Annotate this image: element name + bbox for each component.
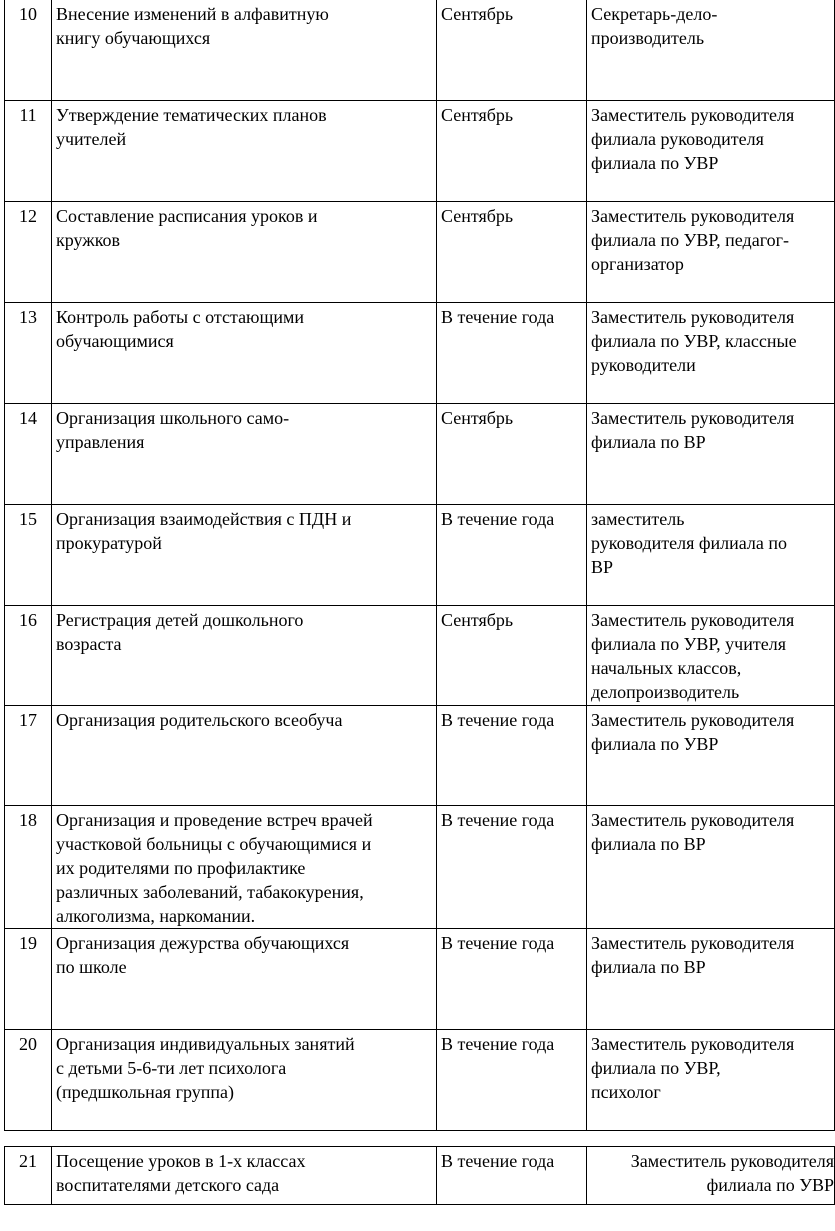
term-cell: В течение года — [437, 1030, 587, 1131]
term-cell: В течение года — [437, 303, 587, 404]
responsible-cell-line: филиала руководителя — [591, 129, 764, 149]
row-number: 10 — [5, 0, 52, 101]
responsible-cell-line: Заместитель руководителя — [591, 610, 795, 630]
table-row — [5, 101, 835, 202]
table-row — [5, 806, 835, 929]
task-cell-line: с детьми 5-6-ти лет психолога — [56, 1058, 287, 1078]
plan-table-continued-body — [5, 1147, 835, 1205]
responsible-cell-line: заместитель — [591, 509, 685, 529]
task-cell-line: различных заболеваний, табакокурения, — [56, 882, 364, 902]
task-cell — [52, 806, 437, 929]
responsible-cell — [587, 0, 835, 101]
task-cell — [52, 606, 437, 706]
responsible-cell-line: Заместитель руководителя — [591, 307, 795, 327]
responsible-cell-line: начальных классов, — [591, 658, 742, 678]
responsible-cell-line: филиала по УВР, классные — [591, 331, 797, 351]
task-cell — [52, 706, 437, 806]
task-cell-line: прокуратурой — [56, 533, 162, 553]
term-cell: В течение года — [437, 706, 587, 806]
row-number: 21 — [5, 1147, 52, 1205]
responsible-cell — [587, 806, 835, 929]
task-cell-line: управления — [56, 432, 145, 452]
term-cell: В течение года — [437, 505, 587, 606]
responsible-cell-line: руководители — [591, 355, 696, 375]
responsible-cell-line: филиала по УВР, педагог- — [591, 230, 790, 250]
task-cell-line: Организация взаимодействия с ПДН и — [56, 509, 352, 529]
table-row — [5, 505, 835, 606]
responsible-cell — [587, 706, 835, 806]
plan-table — [4, 0, 835, 1131]
task-cell — [52, 202, 437, 303]
table-row — [5, 303, 835, 404]
task-cell — [52, 505, 437, 606]
term-cell: Сентябрь — [437, 606, 587, 706]
row-number: 19 — [5, 929, 52, 1030]
task-cell-line: обучающимися — [56, 331, 174, 351]
responsible-cell — [587, 1147, 835, 1205]
task-cell-line: учителей — [56, 129, 127, 149]
task-cell — [52, 1030, 437, 1131]
responsible-cell-line: руководителя филиала по — [591, 533, 788, 553]
table-row — [5, 202, 835, 303]
responsible-cell-line: Заместитель руководителя — [591, 206, 795, 226]
row-number: 13 — [5, 303, 52, 404]
table-row — [5, 929, 835, 1030]
task-cell-line: Составление расписания уроков и — [56, 206, 318, 226]
task-cell-line: Организация дежурства обучающихся — [56, 933, 350, 953]
responsible-cell-line: психолог — [591, 1082, 661, 1102]
responsible-cell — [587, 505, 835, 606]
term-cell: В течение года — [437, 929, 587, 1030]
responsible-cell-line: филиала по УВР — [706, 1175, 834, 1195]
plan-table-continued — [4, 1146, 835, 1205]
responsible-cell-line: филиала по ВР — [591, 432, 706, 452]
term-cell: Сентябрь — [437, 202, 587, 303]
responsible-cell-line: Заместитель руководителя — [591, 1034, 795, 1054]
term-cell: Сентябрь — [437, 101, 587, 202]
task-cell-line: воспитателями детского сада — [56, 1175, 280, 1195]
responsible-cell-line: филиала по УВР — [591, 153, 719, 173]
task-cell-line: (предшкольная группа) — [56, 1082, 234, 1102]
term-cell: Сентябрь — [437, 404, 587, 505]
task-cell-line: кружков — [56, 230, 121, 250]
table-row — [5, 1147, 835, 1205]
responsible-cell — [587, 404, 835, 505]
responsible-cell-line: филиала по ВР — [591, 957, 706, 977]
term-cell: В течение года — [437, 806, 587, 929]
responsible-cell-line: Заместитель руководителя — [591, 408, 795, 428]
table-row — [5, 404, 835, 505]
row-number: 17 — [5, 706, 52, 806]
task-cell-line: алкоголизма, наркомании. — [56, 906, 256, 926]
table-row — [5, 0, 835, 101]
task-cell — [52, 929, 437, 1030]
task-cell — [52, 1147, 437, 1205]
row-number: 16 — [5, 606, 52, 706]
table-row — [5, 606, 835, 706]
row-number: 20 — [5, 1030, 52, 1131]
task-cell-line: Организация родительского всеобуча — [56, 710, 343, 730]
responsible-cell — [587, 1030, 835, 1131]
responsible-cell-line: делопроизводитель — [591, 682, 740, 702]
task-cell-line: Организация и проведение встреч врачей — [56, 810, 373, 830]
task-cell-line: Организация школьного само- — [56, 408, 290, 428]
responsible-cell-line: производитель — [591, 28, 705, 48]
responsible-cell-line: ВР — [591, 557, 614, 577]
task-cell-line: Внесение изменений в алфавитную — [56, 4, 329, 24]
responsible-cell-line: филиала по УВР, — [591, 1058, 721, 1078]
table-row — [5, 1030, 835, 1131]
responsible-cell — [587, 929, 835, 1030]
table-row — [5, 706, 835, 806]
plan-table-body — [5, 0, 835, 1131]
responsible-cell — [587, 303, 835, 404]
responsible-cell-line: Заместитель руководителя — [630, 1151, 834, 1171]
task-cell — [52, 404, 437, 505]
task-cell-line: по школе — [56, 957, 127, 977]
task-cell — [52, 101, 437, 202]
task-cell-line: Посещение уроков в 1-х классах — [56, 1151, 306, 1171]
responsible-cell — [587, 606, 835, 706]
row-number: 15 — [5, 505, 52, 606]
task-cell-line: возраста — [56, 634, 122, 654]
responsible-cell-line: Заместитель руководителя — [591, 810, 795, 830]
task-cell — [52, 303, 437, 404]
responsible-cell-line: Заместитель руководителя — [591, 105, 795, 125]
task-cell-line: Организация индивидуальных занятий — [56, 1034, 355, 1054]
responsible-cell — [587, 202, 835, 303]
responsible-cell-line: организатор — [591, 254, 684, 274]
term-cell: Сентябрь — [437, 0, 587, 101]
task-cell-line: Контроль работы с отстающими — [56, 307, 305, 327]
responsible-cell-line: Секретарь-дело- — [591, 4, 718, 24]
responsible-cell-line: филиала по УВР — [591, 734, 719, 754]
row-number: 14 — [5, 404, 52, 505]
row-number: 11 — [5, 101, 52, 202]
task-cell-line: Утверждение тематических планов — [56, 105, 327, 125]
task-cell-line: их родителями по профилактике — [56, 858, 306, 878]
responsible-cell-line: Заместитель руководителя — [591, 710, 795, 730]
task-cell-line: участковой больницы с обучающимися и — [56, 834, 372, 854]
responsible-cell-line: филиала по УВР, учителя — [591, 634, 786, 654]
task-cell-line: Регистрация детей дошкольного — [56, 610, 304, 630]
term-cell: В течение года — [437, 1147, 587, 1205]
responsible-cell-line: филиала по ВР — [591, 834, 706, 854]
row-number: 12 — [5, 202, 52, 303]
responsible-cell — [587, 101, 835, 202]
responsible-cell-line: Заместитель руководителя — [591, 933, 795, 953]
task-cell-line: книгу обучающихся — [56, 28, 211, 48]
row-number: 18 — [5, 806, 52, 929]
task-cell — [52, 0, 437, 101]
